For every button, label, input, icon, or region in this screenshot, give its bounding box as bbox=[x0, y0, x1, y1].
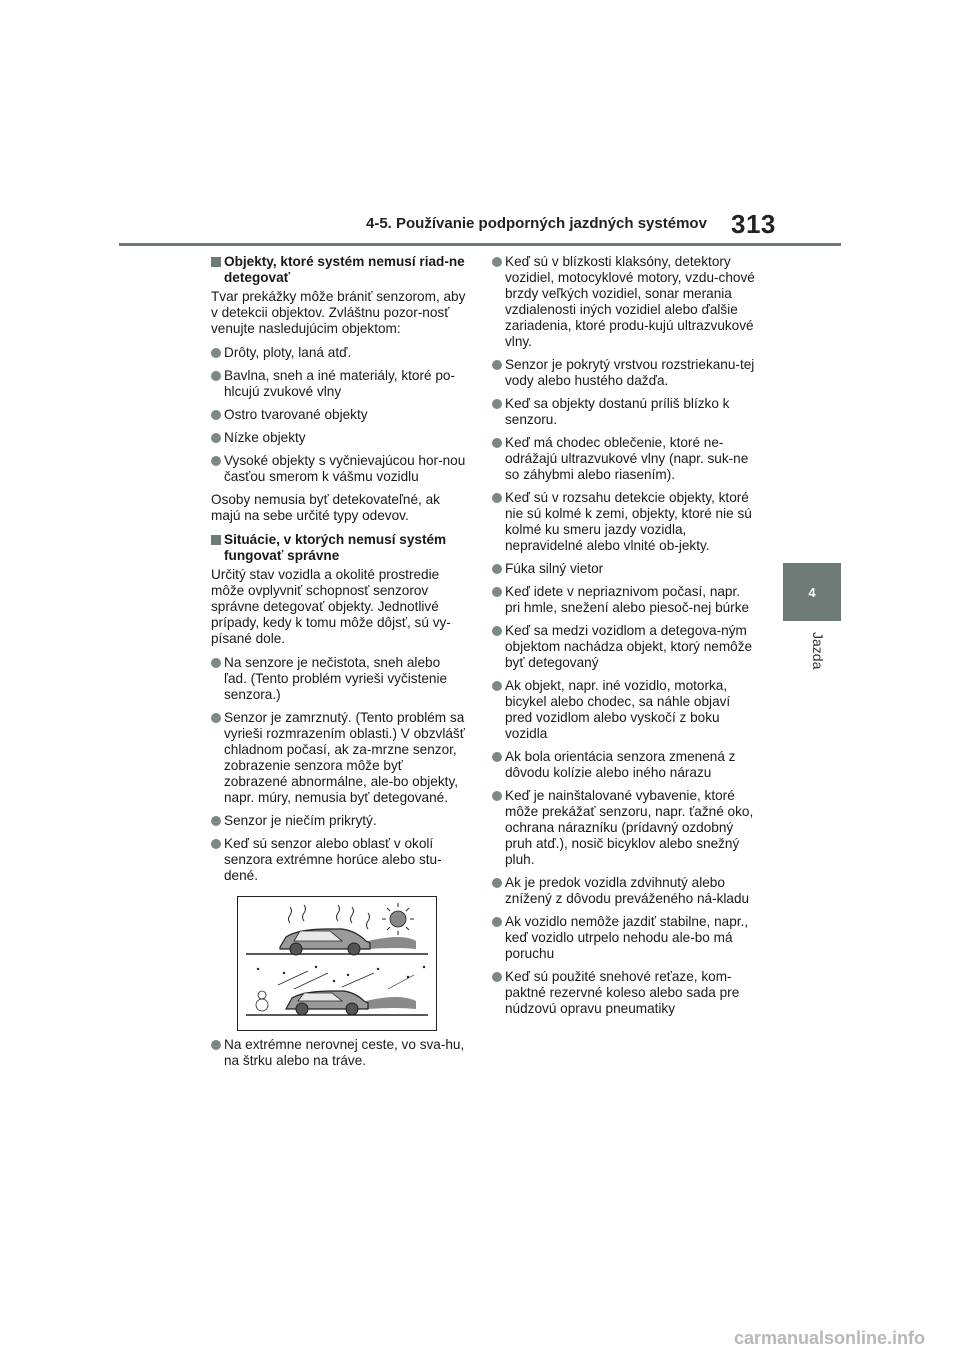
paragraph: Tvar prekážky môže brániť senzorom, aby v detekcii objektov. Zvláštnu pozor-nosť venujte nasledujúcim objektom: bbox=[211, 289, 466, 336]
list-item bbox=[492, 788, 756, 868]
list-item bbox=[492, 914, 756, 962]
heading-text: Objekty, ktoré systém nemusí riad-ne detegovať bbox=[224, 254, 465, 285]
list-item bbox=[492, 254, 756, 350]
bullet-dot-icon bbox=[211, 816, 221, 826]
list-item bbox=[211, 710, 466, 806]
list-item bbox=[492, 396, 756, 428]
list-item-text: Na senzore je nečistota, sneh alebo ľad. (Tento problém vyrieši vyčistenie senzora.) bbox=[224, 655, 448, 702]
list-item bbox=[211, 453, 466, 485]
bullet-dot-icon bbox=[492, 360, 502, 370]
list-item bbox=[492, 623, 756, 671]
list-item-text: Ak je predok vozidla zdvihnutý alebo znížený z dôvodu preváženého ná-kladu bbox=[505, 875, 750, 906]
weather-illustration bbox=[237, 896, 437, 1031]
bullet-dot-icon bbox=[211, 371, 221, 381]
list-item-text: Senzor je pokrytý vrstvou rozstriekanu-tej vody alebo hustého dažďa. bbox=[505, 357, 755, 388]
left-column bbox=[211, 254, 466, 1076]
list-item bbox=[211, 836, 466, 884]
paragraph: Určitý stav vozidla a okolité prostredie môže ovplyvniť schopnosť senzorov správne detegovať objekty. Jednotlivé prípady, kedy k tomu môže dôjsť, sú vy-písané dole. bbox=[211, 567, 451, 646]
list-item-text: Keď sú v rozsahu detekcie objekty, ktoré nie sú kolmé k zemi, objekty, ktoré nie sú kolmé ku smeru jazdy vozidla, nepravidelné alebo vlnité ob-jekty. bbox=[505, 490, 752, 553]
list-item bbox=[492, 875, 756, 907]
list-item bbox=[492, 749, 756, 781]
list-item bbox=[211, 655, 466, 703]
list-item-text: Drôty, ploty, laná atď. bbox=[224, 345, 352, 360]
section-heading bbox=[211, 254, 466, 286]
bullet-dot-icon bbox=[492, 564, 502, 574]
list-item-text: Bavlna, sneh a iné materiály, ktoré po-hlcujú zvukové vlny bbox=[224, 368, 455, 399]
bullet-dot-icon bbox=[492, 438, 502, 448]
chapter-tab[interactable] bbox=[783, 563, 841, 621]
list-item-text: Keď sa objekty dostanú príliš blízko k senzoru. bbox=[505, 396, 730, 427]
bullet-dot-icon bbox=[492, 399, 502, 409]
list-item-text: Ak bola orientácia senzora zmenená z dôvodu kolízie alebo iného nárazu bbox=[505, 749, 736, 780]
bullet-dot-icon bbox=[492, 587, 502, 597]
list-item-text: Keď idete v nepriaznivom počasí, napr. pri hmle, snežení alebo piesoč-nej búrke bbox=[505, 584, 750, 615]
list-item bbox=[492, 678, 756, 742]
list-item bbox=[211, 407, 466, 423]
bullet-dot-icon bbox=[492, 752, 502, 762]
bullet-dot-icon bbox=[492, 257, 502, 267]
list-item-text: Fúka silný vietor bbox=[505, 561, 604, 576]
bullet-dot-icon bbox=[211, 433, 221, 443]
bullet-dot-icon bbox=[492, 681, 502, 691]
sun-icon bbox=[382, 903, 414, 935]
heading-text: Situácie, v ktorých nemusí systém fungovať správne bbox=[224, 532, 447, 563]
list-item bbox=[492, 357, 756, 389]
list-item bbox=[211, 368, 466, 400]
list-item-text: Keď sú v blízkosti klaksóny, detektory vozidiel, motocyklové motory, vzdu-chové brzdy veľkých vozidiel, sonar merania vzdialenosti iných vozidiel alebo ďalšie zariadenia, ktoré produ-kujú ultrazvukové vlny. bbox=[505, 254, 755, 349]
list-item-text: Ostro tvarované objekty bbox=[224, 407, 368, 422]
snowman-icon bbox=[256, 991, 268, 1011]
section-title: 4-5. Používanie podporných jazdných systémov bbox=[366, 215, 707, 232]
list-item-text: Nízke objekty bbox=[224, 430, 306, 445]
heat-waves-icon bbox=[289, 905, 370, 929]
square-bullet-icon bbox=[211, 535, 221, 545]
bullet-dot-icon bbox=[492, 493, 502, 503]
bullet-dot-icon bbox=[492, 791, 502, 801]
headlight-beam bbox=[368, 937, 416, 949]
bullet-dot-icon bbox=[492, 917, 502, 927]
list-item bbox=[492, 969, 756, 1017]
list-item-text: Na extrémne nerovnej ceste, vo sva-hu, na štrku alebo na tráve. bbox=[224, 1037, 465, 1068]
list-item bbox=[492, 584, 756, 616]
car-top-icon bbox=[280, 929, 370, 955]
list-item-text: Keď je nainštalované vybavenie, ktoré môže prekážať senzoru, napr. ťažné oko, ochrana nárazníku (prídavný ozdobný pruh atď.), nosič bicyklov alebo snežný pluh. bbox=[505, 788, 754, 867]
bullet-dot-icon bbox=[492, 626, 502, 636]
section-heading bbox=[211, 532, 466, 564]
list-item-text: Ak vozidlo nemôže jazdiť stabilne, napr., keď vozidlo utrpelo nehodu ale-bo má poruchu bbox=[505, 914, 749, 961]
bullet-dot-icon bbox=[211, 348, 221, 358]
wind-lines-icon bbox=[278, 971, 414, 989]
page-number: 313 bbox=[731, 209, 776, 239]
headlight-beam bbox=[366, 997, 416, 1009]
list-item bbox=[211, 813, 466, 829]
bullet-dot-icon bbox=[492, 878, 502, 888]
paragraph: Osoby nemusia byť detekovateľné, ak majú na sebe určité typy odevov. bbox=[211, 492, 440, 523]
square-bullet-icon bbox=[211, 257, 221, 267]
list-item-text: Ak objekt, napr. iné vozidlo, motorka, bicykel alebo chodec, sa náhle objaví pred vozidlom alebo vyskočí z boku vozidla bbox=[505, 678, 731, 741]
list-item bbox=[211, 345, 466, 361]
bullet-dot-icon bbox=[211, 658, 221, 668]
list-item bbox=[492, 490, 756, 554]
list-item bbox=[492, 561, 756, 577]
header-divider bbox=[119, 243, 841, 246]
bullet-dot-icon bbox=[211, 839, 221, 849]
chapter-label: Jazda bbox=[810, 632, 826, 670]
bullet-dot-icon bbox=[211, 1040, 221, 1050]
bullet-dot-icon bbox=[492, 972, 502, 982]
chapter-number: 4 bbox=[808, 584, 816, 600]
list-item-text: Senzor je niečím prikrytý. bbox=[224, 813, 377, 828]
list-item-text: Keď sú senzor alebo oblasť v okolí senzora extrémne horúce alebo stu-dené. bbox=[224, 836, 442, 883]
list-item bbox=[211, 1037, 466, 1069]
list-item-text: Vysoké objekty s vyčnievajúcou hor-nou časťou smerom k vášmu vozidlu bbox=[224, 453, 466, 484]
snowflake-icon bbox=[257, 966, 425, 982]
list-item-text: Keď sú použité snehové reťaze, kom-paktné rezervné koleso alebo sada pre núdzovú opravu pneumatiky bbox=[505, 969, 740, 1016]
car-weather-drawing bbox=[238, 897, 436, 1030]
list-item-text: Keď má chodec oblečenie, ktoré ne-odrážajú ultrazvukové vlny (napr. suk-ne so záhybmi alebo riasením). bbox=[505, 435, 749, 482]
bullet-dot-icon bbox=[211, 456, 221, 466]
bullet-dot-icon bbox=[211, 713, 221, 723]
car-bottom-icon bbox=[286, 991, 368, 1015]
right-column bbox=[492, 254, 756, 1024]
list-item bbox=[211, 430, 466, 446]
watermark: carmanualsonline.info bbox=[734, 1328, 926, 1348]
bullet-dot-icon bbox=[211, 410, 221, 420]
list-item-text: Senzor je zamrznutý. (Tento problém sa vyrieši rozmrazením oblasti.) V obzvlášť chladnom počasí, ak za-mrzne senzor, zobrazenie senzora môže byť zobrazené abnormálne, ale-bo objekty, napr. múry, nemusia byť detegované. bbox=[224, 710, 465, 805]
list-item bbox=[492, 435, 756, 483]
list-item-text: Keď sa medzi vozidlom a detegova-ným objektom nachádza objekt, ktorý nemôže byť detegovaný bbox=[505, 623, 753, 670]
